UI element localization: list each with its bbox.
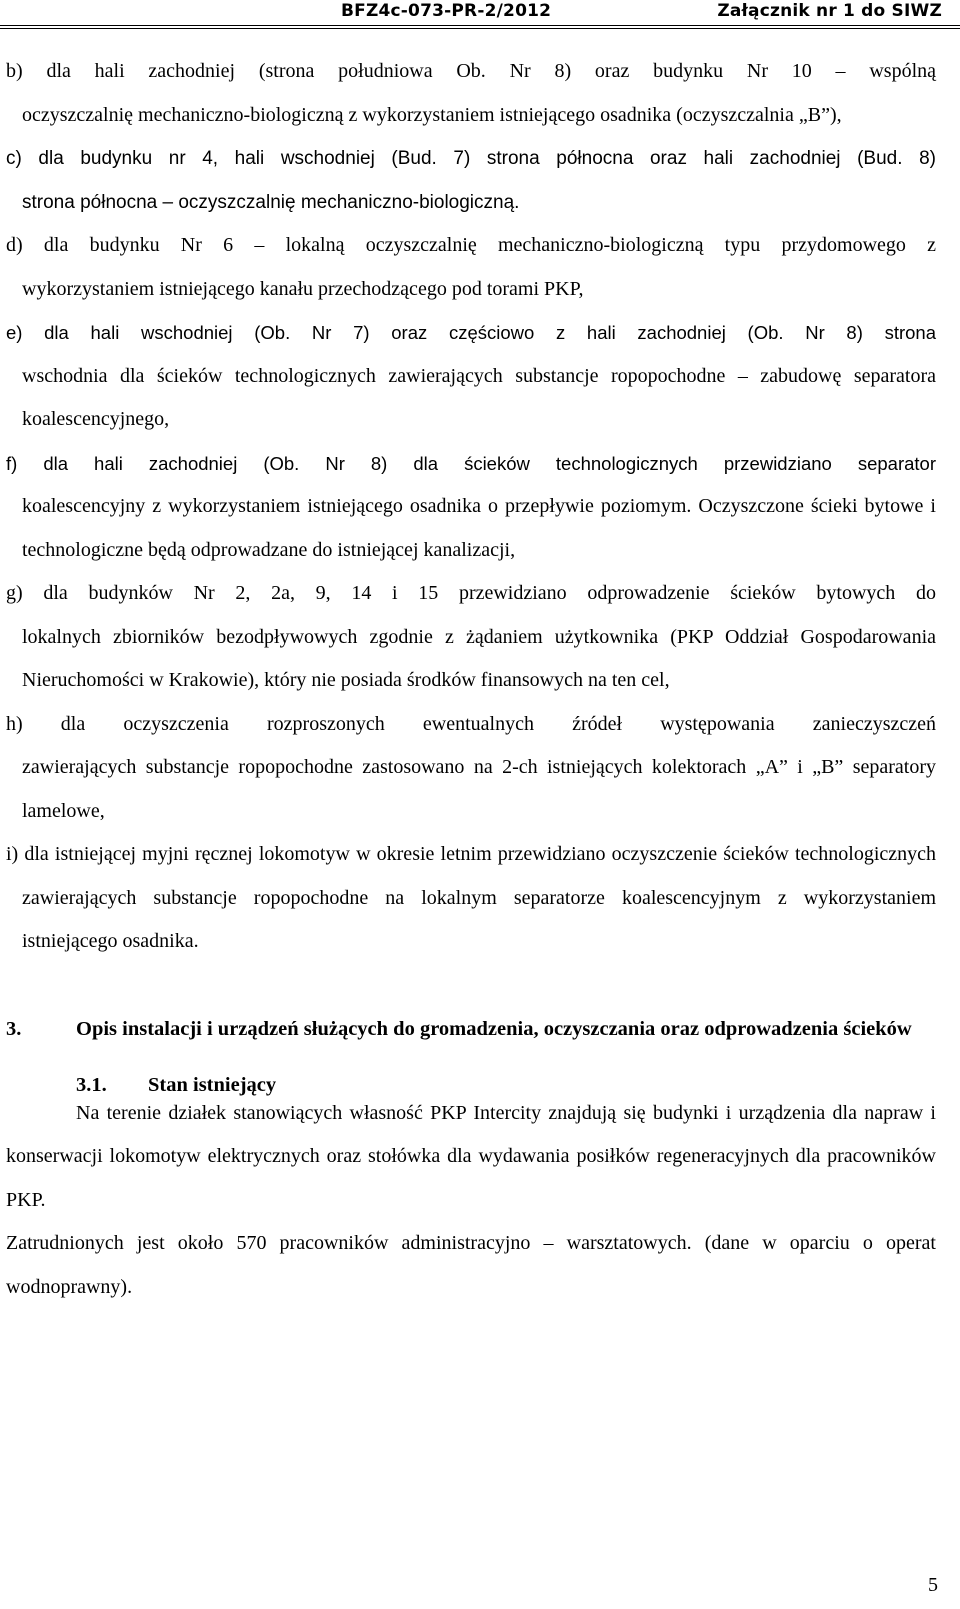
list-item-b-first-line: b) dla hali zachodniej (strona południowa Ob. Nr 8) oraz budynku Nr 10 – wspólną: [6, 60, 936, 82]
list-item-c-continuation: strona północna – oczyszczalnię mechaniczno-biologiczną.: [22, 191, 520, 213]
list-item-e: e) dla hali wschodniej (Ob. Nr 7) oraz częściowo z hali zachodniej (Ob. Nr 8) strona: [6, 322, 936, 343]
body-paragraph-2: Zatrudnionych jest około 570 pracowników administracyjno – warsztatowych. (dane w oparciu o operat wodnoprawny).: [6, 1232, 936, 1298]
section-title: Opis instalacji i urządzeń służących do gromadzenia, oczyszczania oraz odprowadzenia ścieków: [76, 1017, 912, 1040]
list-item-e-continuation: wschodnia dla ścieków technologicznych zawierających substancje ropopochodne – zabudowę separatora koalescencyjnego,: [22, 364, 936, 430]
list-item-f-continuation: koalescencyjny z wykorzystaniem istniejącego osadnika o przepływie poziomym. Oczyszczone ścieki bytowe i technologiczne będą odprowadzane do istniejącej kanalizacji,: [22, 495, 936, 561]
list-item-h: h) dla oczyszczenia rozproszonych ewentualnych źródeł występowania zanieczyszczeń: [6, 712, 936, 735]
list-item-i: i) dla istniejącej myjni ręcznej lokomotyw w okresie letnim przewidziano oczyszczenie ścieków technologicznych zawierających substancje ropopochodne na lokalnym separatorze koalescencyjnym z wykorzystaniem istniejącego osadnika.: [6, 843, 936, 952]
body-paragraph-1: Na terenie działek stanowiących własność PKP Intercity znajdują się budynki i urządzenia dla napraw i konserwacji lokomotyw elektrycznych oraz stołówka dla wydawania posiłków regeneracyjnych dla pracowników PKP.: [6, 1101, 936, 1211]
subsection-title: Stan istniejący: [148, 1073, 277, 1096]
list-item-g: g) dla budynków Nr 2, 2a, 9, 14 i 15 przewidziano odprowadzenie ścieków bytowych do: [6, 582, 936, 604]
list-item-b: [6, 50, 936, 94]
document-body: [6, 50, 936, 1309]
list-item-f: f) dla hali zachodniej (Ob. Nr 8) dla ścieków technologicznych przewidziano separator: [6, 452, 936, 474]
header-rule-thin: [0, 28, 960, 29]
spacer: [6, 964, 936, 1016]
list-item-d: d) dla budynku Nr 6 – lokalną oczyszczalnię mechaniczno-biologiczną typu przydomowego z: [6, 234, 936, 256]
document-reference: BFZ4c-073-PR-2/2012: [341, 1, 552, 21]
section-heading: [6, 1016, 936, 1042]
page-number: 5: [928, 1574, 938, 1596]
list-item-g-continuation: lokalnych zbiorników bezodpływowych zgodnie z żądaniem użytkownika (PKP Oddział Gospodarowania Nieruchomości w Krakowie), który nie posiada środków finansowych na ten cel,: [22, 625, 936, 691]
page-header: [0, 0, 960, 42]
section-number: 3.: [6, 1017, 22, 1040]
attachment-label: Załącznik nr 1 do SIWZ: [717, 1, 942, 21]
list-item-b-continuation: oczyszczalnię mechaniczno-biologiczną z wykorzystaniem istniejącego osadnika (oczyszczalnia „B”),: [22, 103, 842, 126]
subsection-number: 3.1.: [76, 1073, 107, 1096]
list-item-c: c) dla budynku nr 4, hali wschodniej (Bud. 7) strona północna oraz hali zachodniej (Bud. 8): [6, 148, 936, 169]
list-item-h-continuation: zawierających substancje ropopochodne zastosowano na 2-ch istniejących kolektorach „A” i „B” separatory lamelowe,: [22, 756, 936, 822]
header-rule: [0, 25, 960, 26]
list-item-d-continuation: wykorzystaniem istniejącego kanału przechodzącego pod torami PKP,: [22, 277, 584, 300]
